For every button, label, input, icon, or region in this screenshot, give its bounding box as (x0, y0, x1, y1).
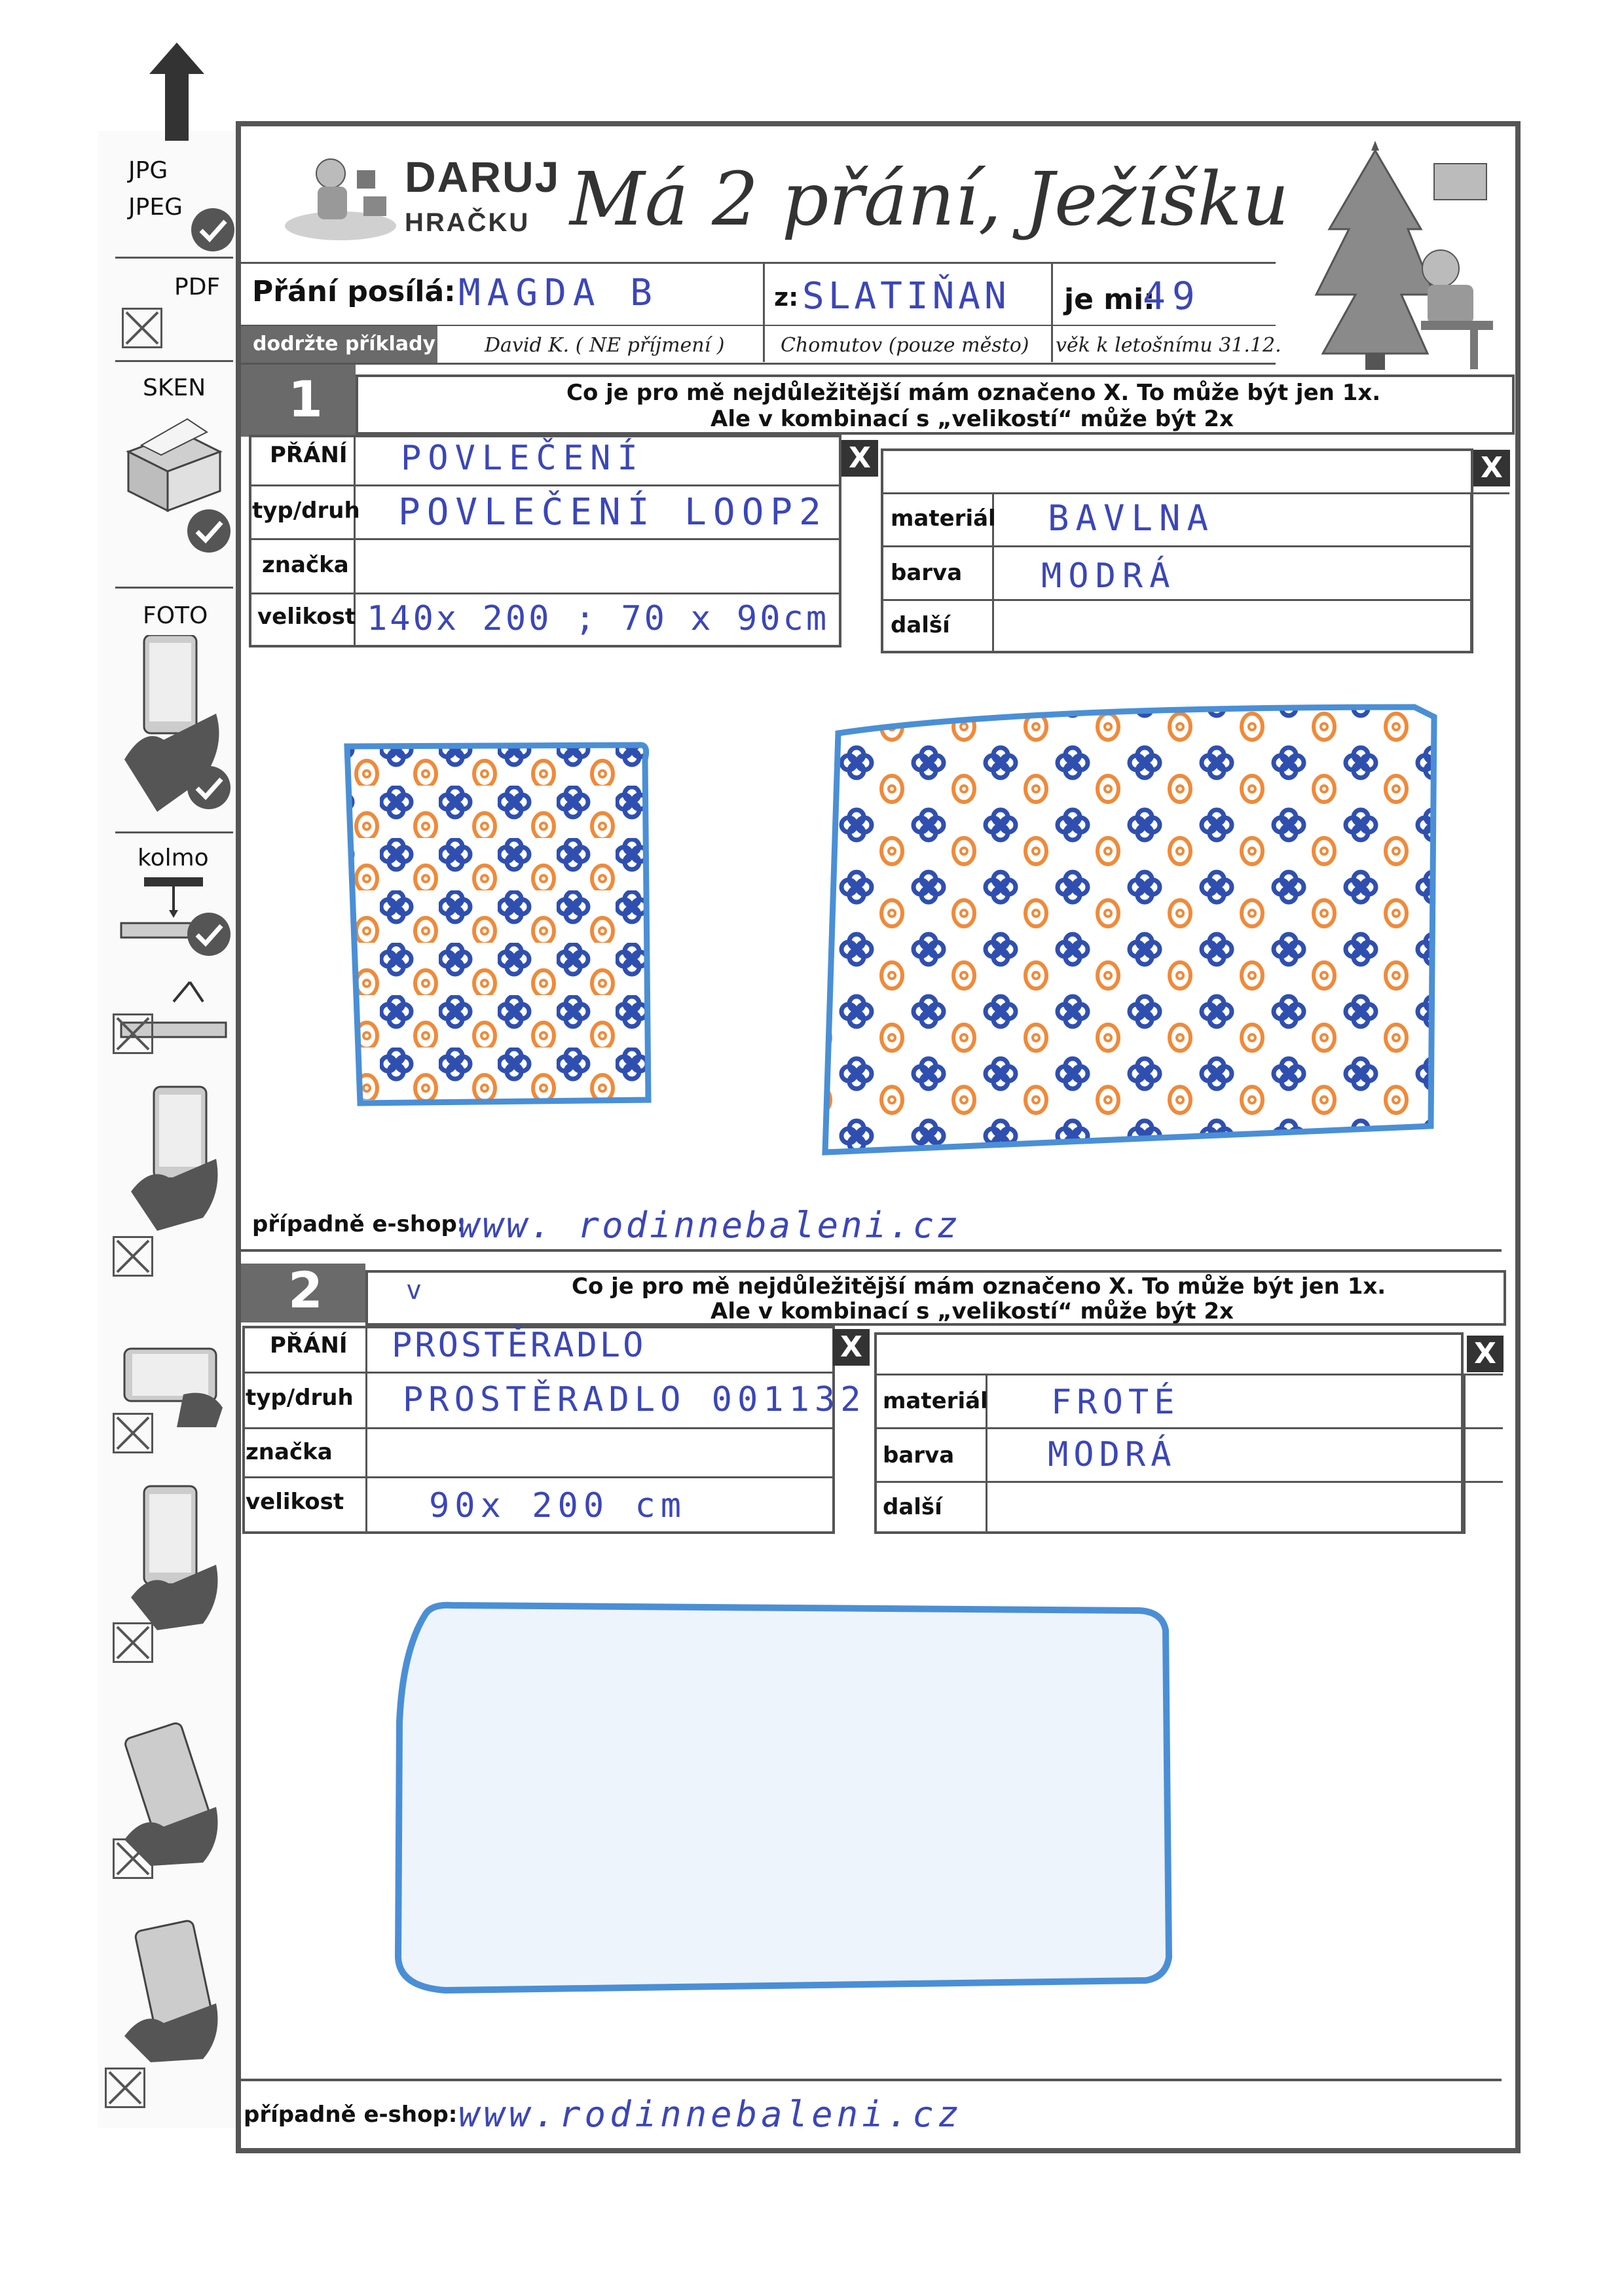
wish1-material-label: materiál (891, 505, 996, 532)
format-photo-label: FOTO (143, 602, 208, 629)
wish2-prani-label: PŘÁNÍ (270, 1332, 348, 1358)
wish1-dalsi-label: další (891, 612, 950, 638)
from-field-divider (1051, 264, 1053, 362)
wish2-barva-value[interactable]: MODRÁ (1048, 1435, 1177, 1474)
wish2-eshop-line (241, 2079, 1502, 2081)
wish2-right-table (874, 1332, 1464, 1534)
arrow-up-icon (149, 43, 204, 141)
format-jpeg-label: JPEG (128, 194, 183, 221)
wish1-prani-label: PŘÁNÍ (270, 442, 348, 468)
examples-row-bottom (241, 363, 1276, 365)
check-circle-icon (187, 766, 231, 809)
sender-field-divider (763, 264, 765, 362)
from-value[interactable]: SLATIŇAN (802, 275, 1010, 318)
wish1-barva-value[interactable]: MODRÁ (1041, 556, 1177, 596)
wish2-velikost-label: velikost (246, 1489, 344, 1515)
phone-upright-icon (118, 1480, 229, 1630)
wish1-znacka-label: značka (262, 552, 349, 578)
wish2-velikost-value[interactable]: 90x 200 cm (429, 1486, 687, 1525)
wish2-eshop-value[interactable]: www.rodinnebaleni.cz (458, 2094, 963, 2135)
logo-hracku: HRAČKU (405, 208, 530, 237)
wish1-right-row-line (881, 492, 1509, 494)
format-pdf-label: PDF (174, 274, 221, 301)
format-scan-label: SKEN (143, 374, 206, 401)
wish1-right-col (1470, 492, 1472, 653)
sidebar-divider (115, 831, 233, 833)
wish2-label-col (365, 1326, 367, 1534)
perpendicular-label: kolmo (138, 845, 209, 871)
wish1-priority-x-right[interactable]: X (1473, 450, 1510, 486)
examples-label: dodržte příklady: (253, 333, 444, 355)
wish1-row-line (249, 538, 841, 540)
wish1-bedding-drawing (262, 681, 1454, 1192)
wish2-barva-label: barva (883, 1442, 955, 1468)
from-label: z: (774, 283, 799, 312)
wish2-eshop-label: případně e-shop: (244, 2102, 458, 2128)
wish1-right-row-line (881, 599, 1473, 601)
wish2-dalsi-label: další (883, 1494, 942, 1520)
cross-box-icon (113, 1236, 153, 1277)
wish1-row-line (249, 592, 841, 594)
wish2-instruction-line1: Co je pro mě nejdůležitější mám označeno X. To může být jen 1x. (572, 1273, 1386, 1300)
wish1-barva-label: barva (891, 560, 963, 586)
cross-box-icon (122, 308, 162, 348)
phone-tilted-icon (118, 1080, 229, 1231)
wish2-row-line (242, 1427, 835, 1429)
wish1-prani-value[interactable]: POVLEČENÍ (401, 439, 644, 478)
sender-value[interactable]: MAGDA B (458, 272, 659, 314)
sidebar-divider (115, 587, 233, 589)
wish1-right-row-line (881, 545, 1473, 547)
wish1-right-table (881, 448, 1473, 653)
wish2-sheet-drawing (386, 1591, 1205, 2036)
scanner-icon (122, 406, 227, 517)
age-label: je mi: (1064, 283, 1155, 316)
wish2-right-col (1464, 1374, 1466, 1534)
wish2-typ-value[interactable]: PROSTĚRADLO 001132 (403, 1380, 866, 1419)
cross-box-icon (105, 2068, 145, 2108)
cross-box-icon (113, 1838, 153, 1879)
sidebar-divider (115, 360, 233, 362)
sidebar-divider (115, 257, 233, 259)
wish1-eshop-value[interactable]: www. rodinnebaleni.cz (458, 1205, 961, 1246)
wish2-priority-x-left[interactable]: X (833, 1329, 870, 1366)
wish1-eshop-label: případně e-shop: (252, 1211, 466, 1237)
wish2-priority-x-right[interactable]: X (1467, 1336, 1504, 1372)
wish1-typ-value[interactable]: POVLEČENÍ LOOP2 (398, 491, 828, 534)
wish2-tick[interactable]: v (406, 1275, 429, 1305)
check-circle-icon (187, 913, 231, 956)
wish1-row-line (249, 484, 841, 486)
phone-tilted-2-icon (111, 1918, 229, 2062)
wish2-row-line (242, 1372, 835, 1374)
wish1-number: 1 (288, 370, 323, 428)
cross-box-icon (113, 1013, 153, 1054)
age-value[interactable]: 49 (1143, 274, 1202, 318)
wish1-material-value[interactable]: BAVLNA (1048, 498, 1215, 539)
wish2-znacka-label: značka (246, 1439, 333, 1465)
example-name: David K. ( NE příjmení ) (485, 334, 725, 357)
example-city: Chomutov (pouze město) (781, 334, 1029, 357)
header-divider (241, 262, 1276, 264)
check-circle-icon (187, 509, 231, 553)
wish2-row-line (242, 1476, 835, 1478)
wish2-right-row-line (874, 1481, 1503, 1483)
wish2-prani-value[interactable]: PROSTĚRADLO (392, 1326, 646, 1365)
page-title: Má 2 přání, Ježíšku (570, 157, 1289, 242)
christmas-tree-icon (1303, 137, 1500, 373)
wish1-instruction-line1: Co je pro mě nejdůležitější mám označeno X. To může být jen 1x. (566, 380, 1381, 406)
wish2-typ-label: typ/druh (246, 1385, 354, 1411)
wish1-velikost-value[interactable]: 140x 200 ; 70 x 90cm (367, 599, 830, 638)
cross-box-icon (113, 1413, 153, 1453)
wish1-typ-label: typ/druh (252, 498, 360, 524)
format-jpg-label: JPG (128, 157, 168, 184)
wish2-material-value[interactable]: FROTÉ (1051, 1383, 1180, 1422)
logo-daruj: DARUJ (405, 153, 561, 201)
cross-box-icon (113, 1622, 153, 1663)
wish2-number: 2 (288, 1261, 323, 1319)
wish2-right-row-line (874, 1427, 1503, 1429)
wish1-priority-x-left[interactable]: X (841, 440, 878, 477)
wish2-right-row-line (874, 1374, 1503, 1376)
sender-label: Přání posílá: (252, 275, 456, 308)
santa-logo-icon (282, 144, 399, 242)
wish2-instruction-line2: Ale v kombinací s „velikostí“ může být 2x (710, 1298, 1234, 1324)
wish2-material-label: materiál (883, 1388, 988, 1414)
wish1-velikost-label: velikost (257, 604, 356, 630)
example-age: věk k letošnímu 31.12. (1056, 334, 1282, 357)
wish1-eshop-line (241, 1249, 1502, 1252)
check-circle-icon (191, 208, 234, 251)
wish1-instruction-line2: Ale v kombinací s „velikostí“ může být 2x (710, 406, 1234, 432)
